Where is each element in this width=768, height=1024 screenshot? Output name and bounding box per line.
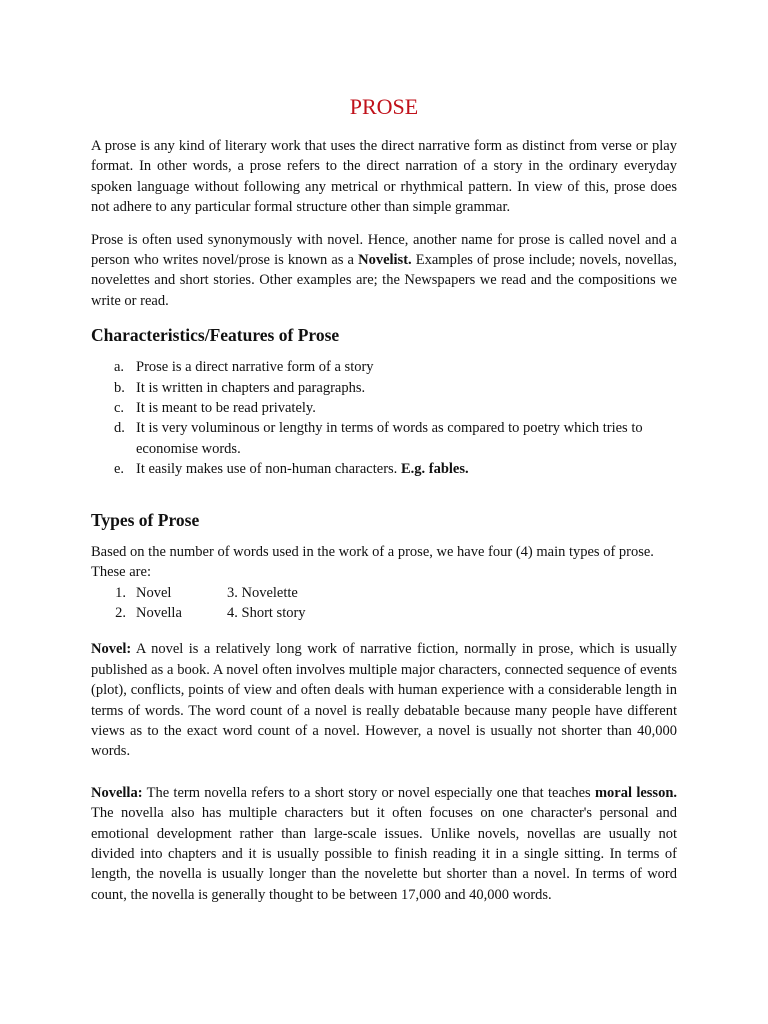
list-item (114, 418, 677, 459)
types-row-right: 4. Short story (227, 604, 306, 621)
types-row-right: 3. Novelette (227, 584, 298, 601)
intro-paragraph-2-text-b: Examples of prose include; novels, novellas, novelettes and short stories. Other examples are; the Newspapers we read and the compositions we write or read. (91, 252, 677, 309)
types-intro: Based on the number of words used in the work of a prose, we have four (4) main types of prose. These are: (91, 543, 654, 581)
characteristics-list (91, 357, 677, 479)
list-item-text: It is written in chapters and paragraphs. (136, 379, 366, 396)
novelist-term: Novelist. (358, 252, 412, 269)
types-row-left: Novella (136, 604, 182, 621)
list-item (114, 378, 677, 398)
list-item-text: It easily makes use of non-human characters. (136, 461, 401, 478)
list-item-text: Prose is a direct narrative form of a story (136, 359, 374, 376)
list-item (114, 398, 677, 418)
list-item-text: It is very voluminous or lengthy in terms of words as compared to poetry which tries to economise words. (136, 420, 643, 457)
list-marker: e. (114, 461, 125, 478)
novel-text: A novel is a relatively long work of narrative fiction, normally in prose, which is usually published as a book. A novel often involves multiple major characters, connected sequence of events (plot), conflicts, points of view and often deals with human experience with a considerable length in terms of words. The word count of a novel is really debatable because many people have different views as to the exact word count of a novel. However, a novel is usually not shorter than 40,000 words. (91, 641, 677, 760)
novella-text-a: The term novella refers to a short story or novel especially one that teaches (142, 784, 595, 801)
novella-text-b: The novella also has multiple characters but it often focuses on one character's personal and emotional development rather than large-scale issues. Unlike novels, novellas are usually not divided into chapters and it is usually possible to finish reading it in a single sitting. In terms of length, the novella is usually longer than the novelette but shorter than a novel. In terms of word count, the novella is generally thought to be between 17,000 and 40,000 words. (91, 805, 677, 903)
novella-paragraph (91, 783, 677, 905)
types-row-number: 1. (115, 584, 126, 601)
list-item-bold-example: E.g. fables. (400, 461, 469, 478)
types-row-left: Novel (136, 584, 172, 601)
intro-paragraph-2-text-a: Prose is often used synonymously with novel. Hence, another name for prose is called novel and a person who writes novel/prose is known as a (91, 231, 677, 269)
moral-lesson-term: moral lesson. (594, 784, 678, 801)
list-item-text: It is meant to be read privately. (136, 400, 316, 417)
characteristics-heading: Characteristics/Features of Prose (91, 325, 340, 346)
document-page (91, 92, 677, 905)
types-list (91, 583, 677, 624)
novel-label: Novel: (91, 641, 132, 658)
list-marker: a. (114, 359, 125, 376)
list-item (114, 357, 677, 377)
list-marker: c. (114, 400, 125, 417)
list-marker: b. (114, 379, 125, 396)
intro-paragraph-2 (91, 230, 677, 312)
types-row-number: 2. (115, 604, 126, 621)
types-heading: Types of Prose (91, 509, 200, 530)
list-marker: d. (114, 420, 125, 437)
list-item (114, 459, 677, 479)
novella-label: Novella: (91, 784, 143, 801)
page-title: PROSE (349, 94, 419, 119)
intro-paragraph-1: A prose is any kind of literary work that uses the direct narrative form as distinct from verse or play format. In other words, a prose refers to the direct narration of a story in the ordinary everyday spoken language without following any metrical or rhythmical pattern. In view of this, prose does not adhere to any particular formal structure other than simple grammar. (91, 138, 677, 216)
novel-paragraph (91, 639, 677, 761)
